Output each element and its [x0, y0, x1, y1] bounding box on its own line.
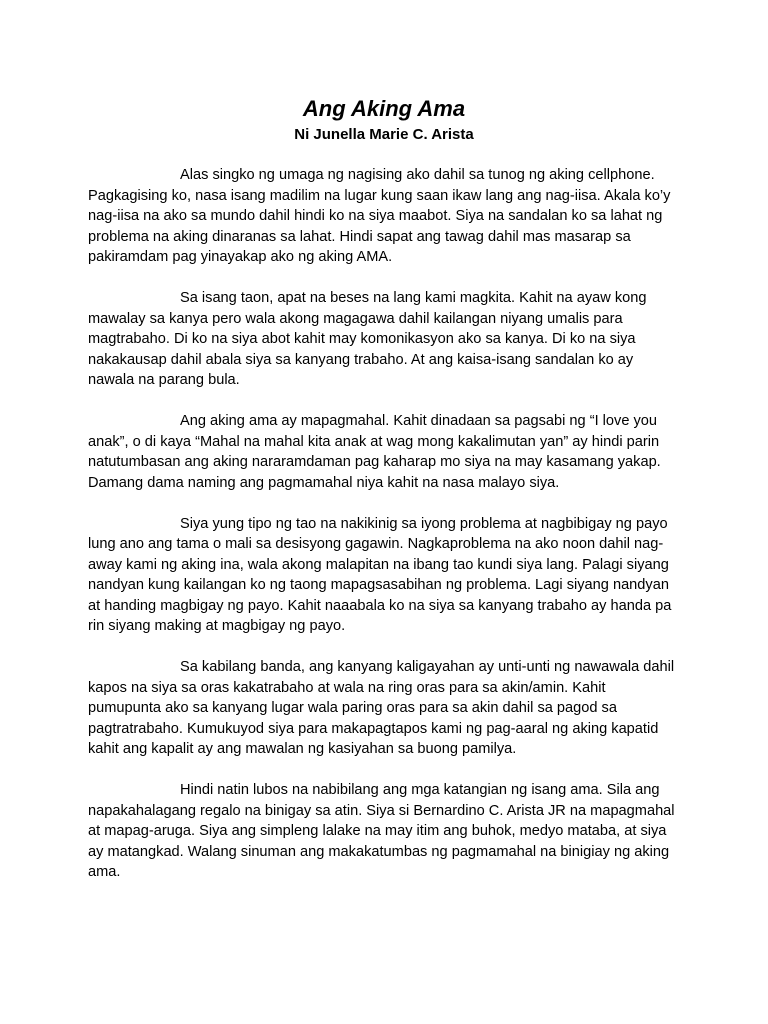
document-body: [88, 165, 680, 903]
paragraph-3: Ang aking ama ay mapagmahal. Kahit dinadaan sa pagsabi ng “I love you anak”, o di kaya “Mahal na mahal kita anak at wag mong kakalimutan yan” ay hindi parin natutumbasan ang aking nararamdaman pag kaharap mo siya na may kasamang yakap. Damang dama naming ang pagmamahal niya kahit na nasa malayo siya.: [88, 413, 661, 491]
paragraph-2: Sa isang taon, apat na beses na lang kami magkita. Kahit na ayaw kong mawalay sa kanya pero wala akong magagawa dahil kailangan niyang umalis para magtrabaho. Di ko na siya abot kahit may komonikasyon ako sa kanya. Di ko na siya nakakausap dahil abala siya sa kanyang trabaho. At ang kaisa-isang sandalan ko ay nawala na parang bula.: [88, 290, 647, 388]
document-title: Ang Aking Ama: [302, 96, 466, 121]
paragraph-6: Hindi natin lubos na nabibilang ang mga katangian ng isang ama. Sila ang napakahalagang regalo na binigay sa atin. Siya si Bernardino C. Arista JR na mapagmahal at mapag-aruga. Siya ang simpleng lalake na may itim ang buhok, medyo mataba, at siya ay matangkad. Walang sinuman ang makakatumbas ng pagmamahal na binigiay ng aking ama.: [88, 782, 675, 880]
paragraph-1: Alas singko ng umaga ng nagising ako dahil sa tunog ng aking cellphone. Pagkagising ko, nasa isang madilim na lugar kung saan ikaw lang ang nag-iisa. Akala ko’y nag-iisa na ako sa mundo dahil hindi ko na siya maabot. Siya na sandalan ko sa lahat ng problema na aking dinaranas sa lahat. Hindi sapat ang tawag dahil mas masarap sa pakiramdam pag yinayakap ako ng aking AMA.: [88, 167, 671, 265]
document-author: Ni Junella Marie C. Arista: [294, 126, 474, 143]
paragraph-5: Sa kabilang banda, ang kanyang kaligayahan ay unti-unti ng nawawala dahil kapos na siya sa oras kakatrabaho at wala na ring oras para sa akin/amin. Kahit pumupunta ako sa kanyang lugar wala paring oras para sa akin dahil sa pagod sa pagtratrabaho. Kumukuyod siya para makapagtapos kami ng pag-aaral ng aking kapatid kahit ang kapalit ay ang mawalan ng kasiyahan sa buong pamilya.: [88, 659, 675, 757]
paragraph-4: Siya yung tipo ng tao na nakikinig sa iyong problema at nagbibigay ng payo lung ano ang tama o mali sa desisyong gagawin. Nagkaproblema na ako noon dahil nag-away kami ng aking ina, wala akong malapitan na ibang tao kundi siya lang. Palagi siyang nandyan kung kailangan ko ng taong mapagsasabihan ng problema. Lagi siyang nandyan at handing magbigay ng payo. Kahit naaabala ko na siya sa kanyang trabaho ay handa pa rin siyang making at magbigay ng payo.: [88, 515, 672, 634]
